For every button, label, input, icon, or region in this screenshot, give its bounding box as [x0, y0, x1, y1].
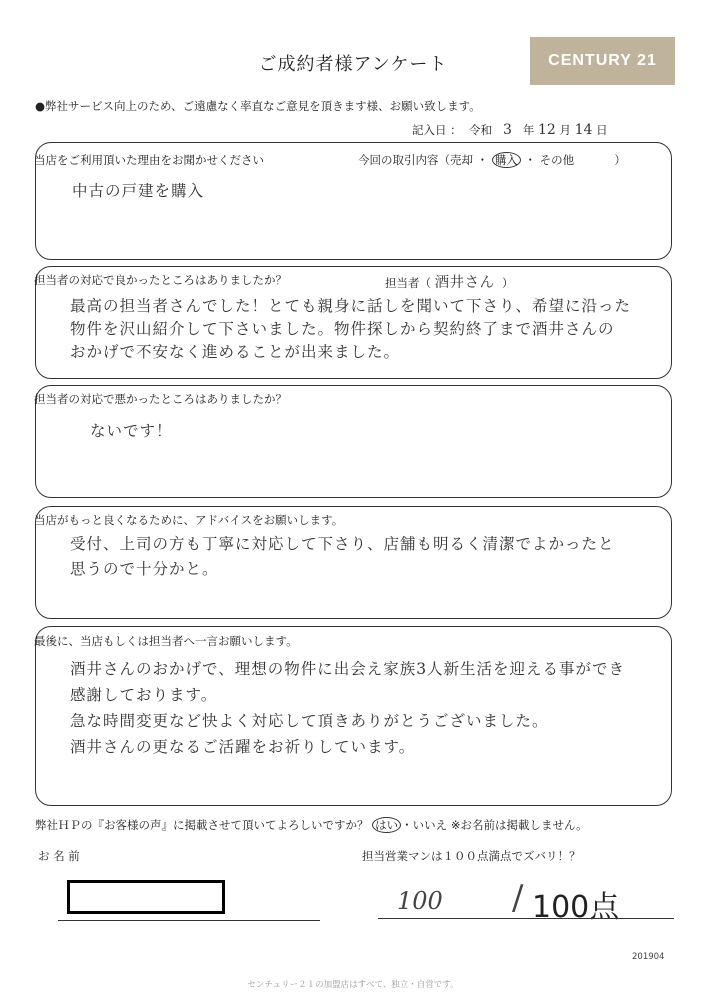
advice-line-1: 受付、上司の方も丁寧に対応して下さり、店舗も明るく清潔でよかったと	[70, 535, 615, 553]
final-message-line-3: 急な時間変更など快よく対応して頂きありがとうございました。	[70, 712, 549, 730]
date-era: 令和	[468, 123, 492, 137]
intro-text: ●弊社サービス向上のため、ご遠慮なく率直なご意見を頂きます様、お願い致します。	[35, 99, 481, 113]
form-code: 201904	[632, 952, 665, 962]
deal-option-sell: 売却	[450, 153, 473, 167]
footer-note: センチュリー２１の加盟店はすべて、独立・自営です。	[247, 980, 459, 990]
date-month: 12	[537, 122, 556, 138]
date-year-unit: 年	[522, 123, 535, 137]
staff-name: 酒井さん	[434, 275, 495, 291]
date-label: 記入日 ：	[412, 123, 462, 137]
score-value: 100	[397, 887, 443, 915]
consent-question: 弊社ＨＰの『お客様の声』に掲載させて頂いてよろしいですか？	[35, 818, 369, 832]
name-underline	[58, 920, 320, 921]
good-points-line-2: 物件を沢山紹介して下さいました。物件探しから契約終了まで酒井さんの	[70, 320, 615, 338]
score-max: 100点	[532, 890, 620, 925]
deal-type	[358, 152, 626, 168]
good-points-question: 担当者の対応で良かったところはありましたか？	[34, 273, 287, 287]
reason-question: 当店をご利用頂いた理由をお聞かせください	[34, 153, 264, 167]
bad-points-answer: ないです！	[90, 422, 173, 440]
deal-option-buy-circled: 購入	[492, 152, 521, 168]
date-day: 14	[574, 122, 593, 138]
date-month-unit: 月	[559, 123, 571, 137]
consent-no: いいえ	[412, 818, 448, 832]
reason-answer: 中古の戸建を購入	[72, 182, 205, 200]
final-message-line-4: 酒井さんの更なるご活躍をお祈りしています。	[70, 738, 416, 756]
entry-date	[412, 122, 608, 138]
deal-separator-1: ・	[476, 153, 489, 167]
deal-type-close: ）	[614, 153, 626, 167]
consent-yes-circled: はい	[372, 817, 401, 833]
advice-question: 当店がもっと良くなるために、アドバイスをお願いします。	[34, 513, 344, 527]
name-label: お 名 前	[38, 849, 80, 863]
deal-separator-2: ・	[524, 153, 536, 167]
good-points-line-3: おかげで不安なく進めることが出来ました。	[70, 343, 401, 361]
final-message-question: 最後に、当店もしくは担当者へ一言お願いします。	[34, 634, 298, 648]
bad-points-question: 担当者の対応で悪かったところはありましたか？	[34, 392, 287, 406]
deal-type-label: 今回の取引内容（	[358, 153, 450, 167]
score-underline	[378, 918, 674, 919]
publish-consent	[35, 817, 588, 833]
staff-label: 担当者（	[385, 276, 431, 290]
deal-option-other: その他	[539, 153, 575, 167]
staff-field	[385, 272, 513, 295]
staff-close: ）	[501, 276, 514, 290]
consent-separator: ・	[401, 818, 413, 832]
redacted-name-box	[67, 880, 225, 914]
final-message-line-2: 感謝しております。	[70, 686, 218, 704]
consent-note: ※お名前は掲載しません。	[450, 818, 588, 832]
good-points-line-1: 最高の担当者さんでした！とても親身に話しを聞いて下さり、希望に沿った	[70, 297, 632, 315]
date-year: 3	[502, 122, 512, 138]
date-day-unit: 日	[596, 123, 608, 137]
advice-line-2: 思うので十分かと。	[70, 560, 219, 578]
form-title: ご成約者様アンケート	[258, 54, 448, 75]
score-slash: /	[512, 878, 524, 918]
final-message-line-1: 酒井さんのおかげで、理想の物件に出会え家族3人新生活を迎える事ができ	[70, 660, 626, 678]
score-question: 担当営業マンは１００点満点でズバリ！？	[362, 849, 581, 863]
century21-logo: CENTURY 21	[530, 37, 675, 85]
